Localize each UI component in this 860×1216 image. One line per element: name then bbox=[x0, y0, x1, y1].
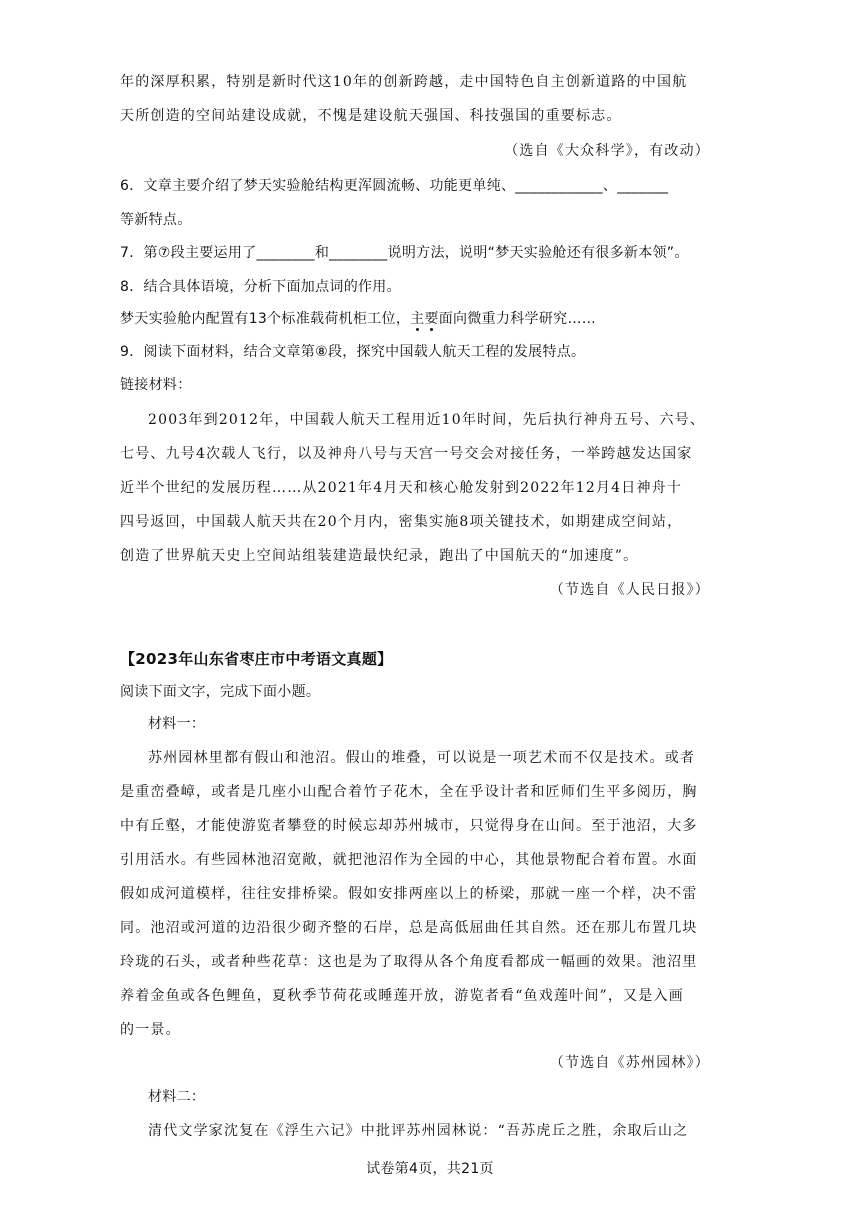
link-material-label: 链接材料： bbox=[120, 377, 192, 393]
material-1-source: （节选自《苏州园林》） bbox=[549, 1055, 710, 1071]
material-2-label: 材料二： bbox=[148, 1089, 206, 1105]
passage-line: 天所创造的空间站建设成就，不愧是建设航天强国、科技强国的重要标志。 bbox=[120, 108, 622, 124]
material-1-line: 中有丘壑，才能使游览者攀登的时候忘却苏州城市，只觉得身在山间。至于池沼，大多 bbox=[120, 818, 698, 834]
link-line: 2003年到2012年，中国载人航天工程用近10年时间，先后执行神舟五号、六号、 bbox=[148, 412, 706, 428]
link-line: 四号返回，中国载人航天共在20个月内，密集实施8项关键技术，如期建成空间站， bbox=[120, 514, 683, 530]
section-heading: 【2023年山东省枣庄市中考语文真题】 bbox=[120, 650, 393, 668]
material-1-line: 假如成河道模样，往往安排桥梁。假如安排两座以上的桥梁，那就一座一个样，决不雷 bbox=[120, 886, 698, 902]
link-line: 七号、九号4次载人飞行，以及神舟八号与天宫一号交会对接任务，一举跨越发达国家 bbox=[120, 446, 693, 462]
dotted-char: 要 bbox=[424, 311, 439, 327]
question-7: 7．第⑦段主要运用了________和________说明方法，说明“梦天实验舱还有很多新本领”。 bbox=[120, 245, 689, 261]
question-6-cont: 等新特点。 bbox=[120, 212, 192, 228]
dotted-char: 主 bbox=[410, 311, 425, 327]
passage-source: （选自《大众科学》，有改动） bbox=[504, 143, 710, 159]
question-9: 9．阅读下面材料，结合文章第⑧段，探究中国载人航天工程的发展特点。 bbox=[120, 344, 586, 360]
material-1-line: 引用活水。有些园林池沼宽敞，就把池沼作为全园的中心，其他景物配合着布置。水面 bbox=[120, 852, 698, 868]
material-1-line: 玲珑的石头，或者种些花草：这也是为了取得从各个角度看都成一幅画的效果。池沼里 bbox=[120, 954, 698, 970]
material-1-line: 的一景。 bbox=[120, 1022, 181, 1038]
link-source: （节选自《人民日报》） bbox=[549, 582, 710, 598]
material-2-line: 清代文学家沈复在《浮生六记》中批评苏州园林说：“吾苏虎丘之胜，余取后山之 bbox=[148, 1123, 689, 1139]
material-1-label: 材料一： bbox=[148, 716, 206, 732]
link-line: 创造了世界航天史上空间站组装建造最快纪录，跑出了中国航天的“加速度”。 bbox=[120, 548, 639, 564]
sentence-before: 梦天实验舱内配置有13个标准载荷机柜工位， bbox=[120, 311, 411, 327]
material-1-line: 同。池沼或河道的边沿很少砌齐整的石岸，总是高低屈曲任其自然。还在那儿布置几块 bbox=[120, 920, 698, 936]
section-instruction: 阅读下面文字，完成下面小题。 bbox=[120, 684, 321, 700]
question-6: 6．文章主要介绍了梦天实验舱结构更浑圆流畅、功能更单纯、____________、_______ bbox=[120, 178, 669, 194]
passage-line: 年的深厚积累，特别是新时代这10年的创新跨越，走中国特色自主创新道路的中国航 bbox=[120, 74, 688, 90]
question-8: 8．结合具体语境，分析下面加点词的作用。 bbox=[120, 279, 401, 295]
material-1-line: 是重峦叠嶂，或者是几座小山配合着竹子花木，全在乎设计者和匠师们生平多阅历，胸 bbox=[120, 784, 698, 800]
material-1-line: 苏州园林里都有假山和池沼。假山的堆叠，可以说是一项艺术而不仅是技术。或者 bbox=[148, 750, 696, 766]
link-line: 近半个世纪的发展历程……从2021年4月天和核心舱发射到2022年12月4日神舟十 bbox=[120, 480, 683, 496]
question-8-sentence bbox=[120, 309, 596, 329]
page-footer: 试卷第4页，共21页 bbox=[366, 1161, 494, 1177]
material-1-line: 养着金鱼或各色鲤鱼，夏秋季节荷花或睡莲开放，游览者看“鱼戏莲叶间”，又是入画 bbox=[120, 988, 684, 1004]
sentence-after: 面向微重力科学研究…… bbox=[438, 311, 597, 327]
